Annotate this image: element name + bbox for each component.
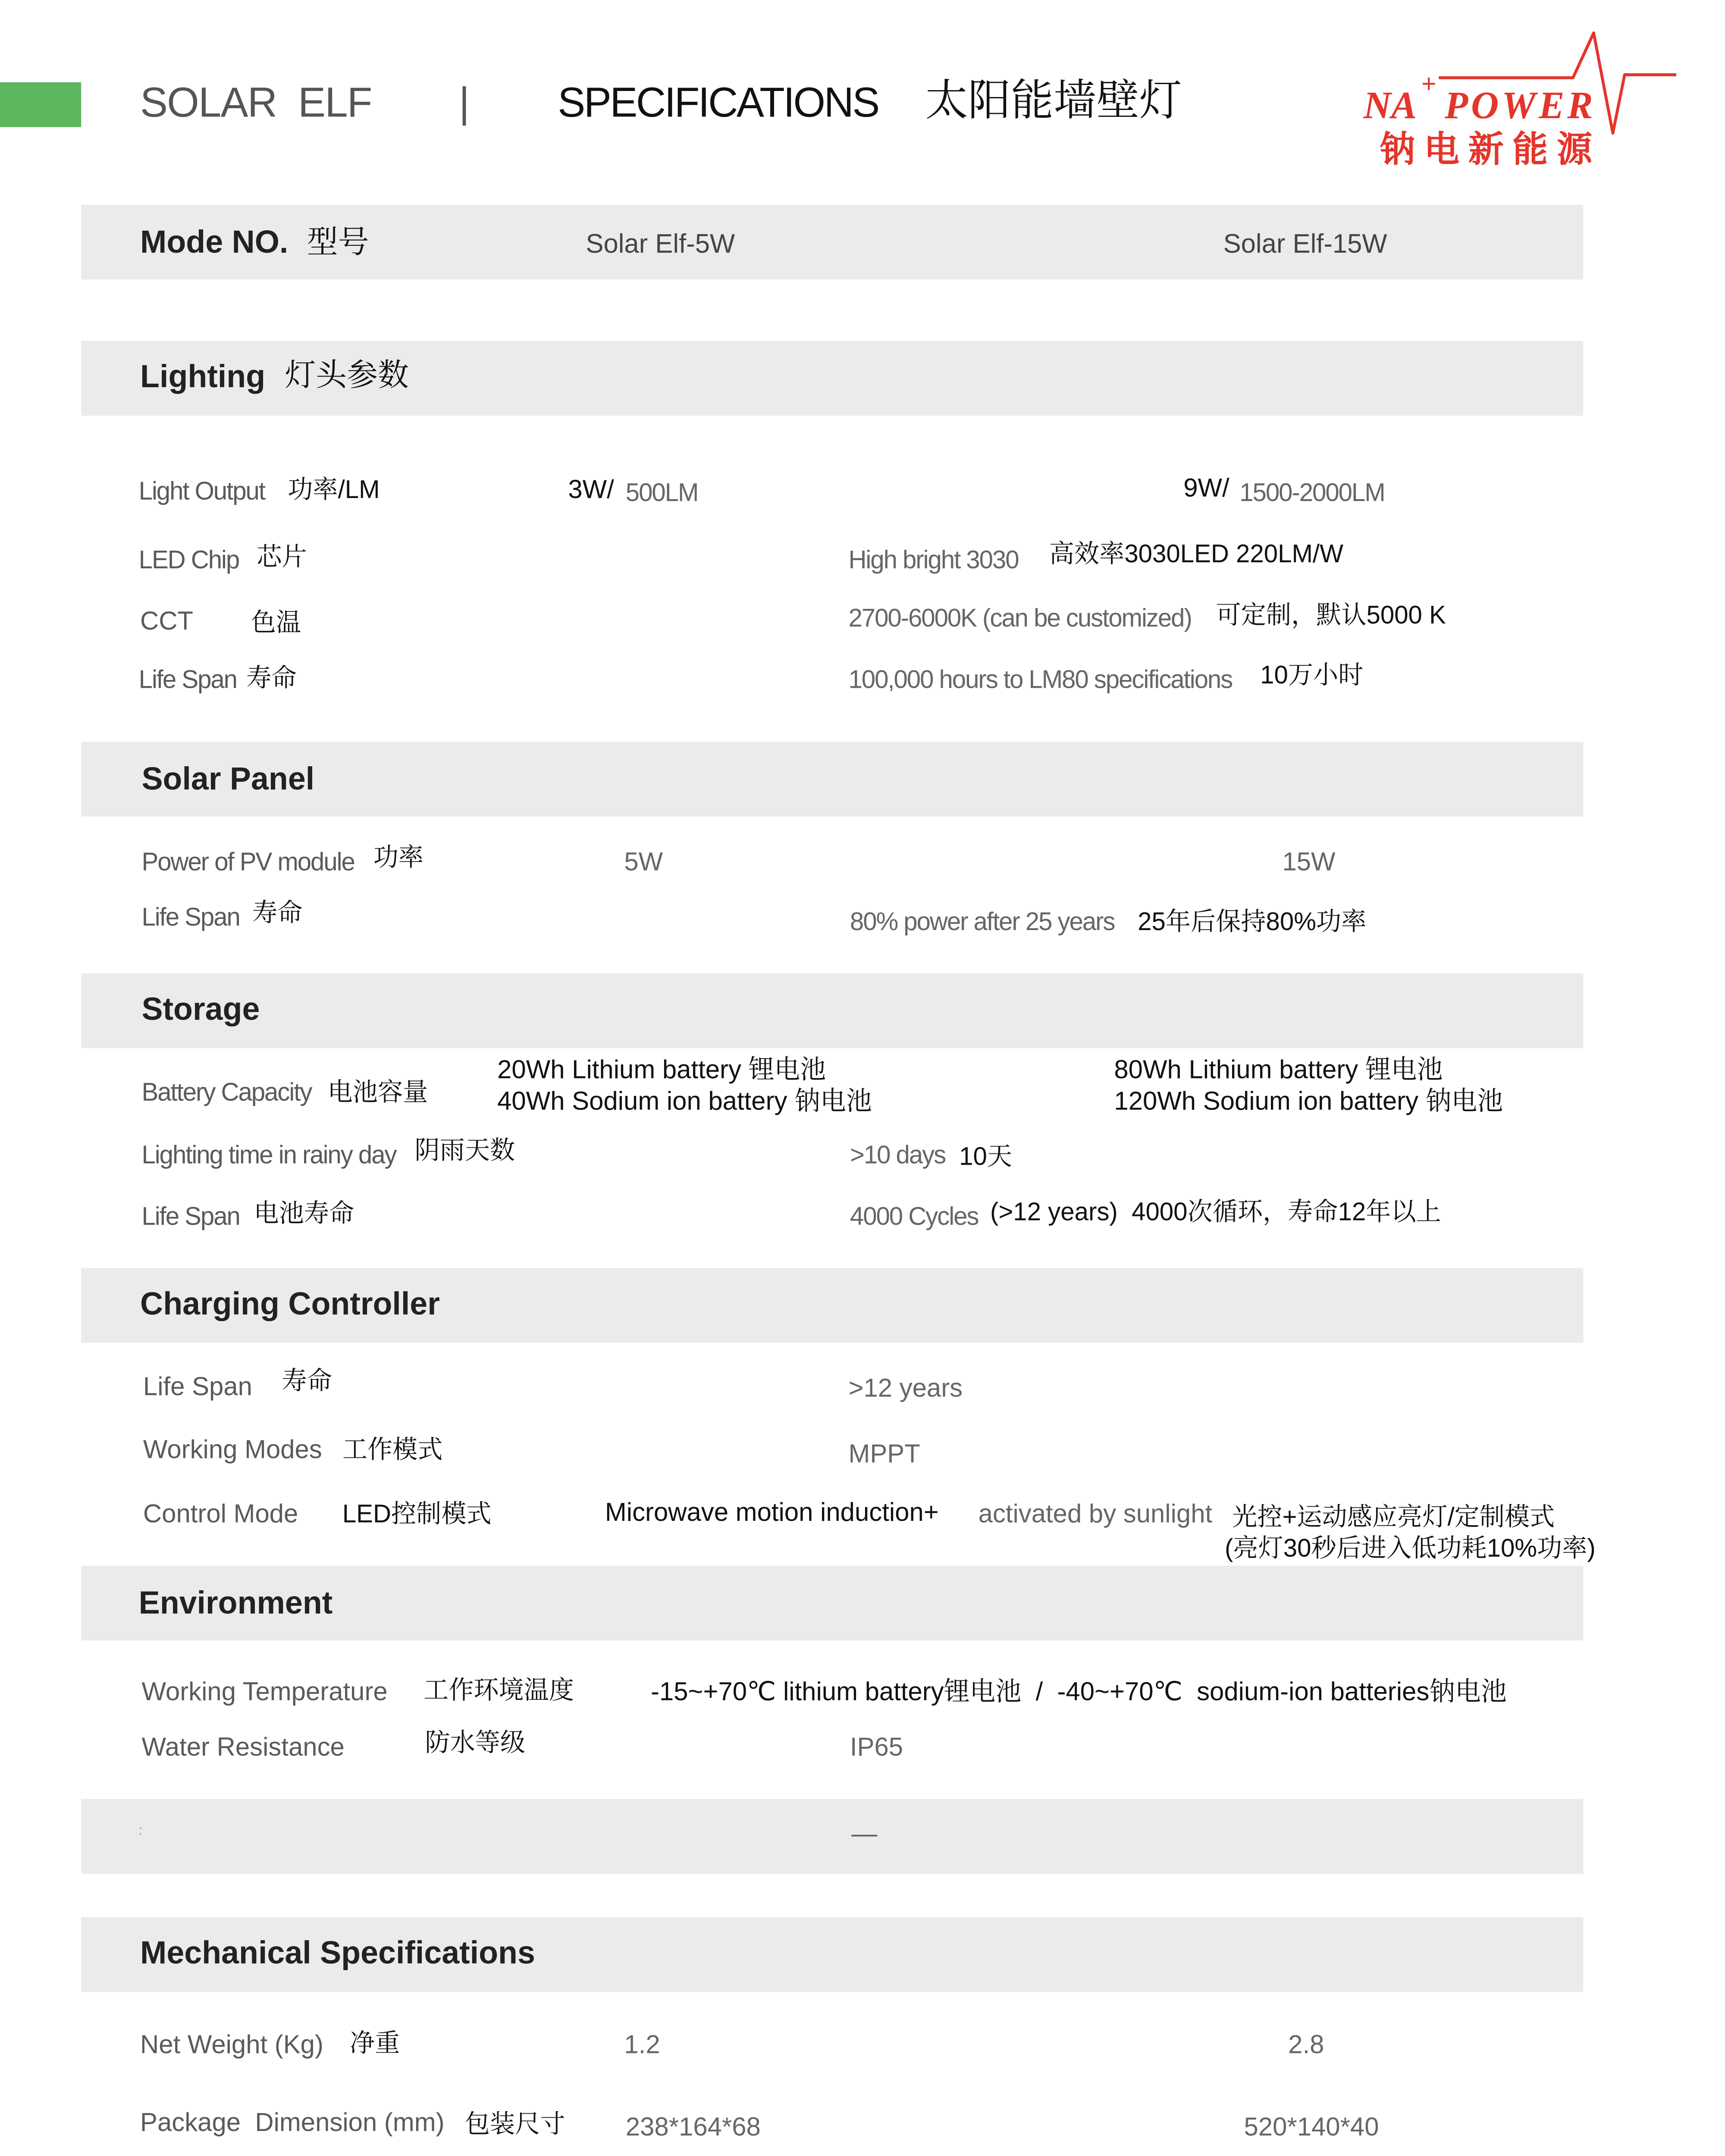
controller-life-span-label-cn: 寿命 bbox=[282, 1366, 332, 1395]
working-modes-value: MPPT bbox=[848, 1438, 920, 1469]
control-mode-label-cn: LED控制模式 bbox=[342, 1500, 492, 1529]
control-mode-value-note: (亮灯30秒后进入低功耗10%功率) bbox=[1225, 1534, 1596, 1563]
control-mode-value-main: Microwave motion induction+ bbox=[605, 1497, 939, 1527]
control-mode-value-sub: activated by sunlight bbox=[978, 1498, 1213, 1529]
package-dimension-col2: 520*140*40 bbox=[1244, 2111, 1379, 2142]
light-output-col2-lumen: 1500-2000LM bbox=[1239, 478, 1385, 507]
brand-logo bbox=[0, 0, 1725, 179]
led-chip-value: High bright 3030 bbox=[848, 545, 1019, 574]
led-chip-value-cn: 高效率3030LED 220LM/W bbox=[1049, 539, 1344, 568]
battery-life-span-value: 4000 Cycles bbox=[850, 1202, 979, 1231]
lighting-life-span-value-cn: 10万小时 bbox=[1260, 661, 1364, 689]
lighting-title: Lighting bbox=[140, 359, 266, 395]
pv-power-label-cn: 功率 bbox=[373, 843, 424, 872]
cct-label-cn: 色温 bbox=[251, 608, 301, 637]
net-weight-label: Net Weight (Kg) bbox=[140, 2029, 323, 2059]
battery-life-span-label-cn: 电池寿命 bbox=[254, 1199, 354, 1228]
battery-life-span-value-cn: (>12 years) 4000次循环，寿命12年以上 bbox=[990, 1197, 1441, 1226]
cct-label: CCT bbox=[140, 605, 194, 636]
working-temperature-label: Working Temperature bbox=[141, 1676, 388, 1706]
pv-life-span-value: 80% power after 25 years bbox=[850, 908, 1115, 936]
lighting-life-span-value: 100,000 hours to LM80 specifications bbox=[848, 665, 1233, 694]
control-mode-value-cn: 光控+运动感应亮灯/定制模式 bbox=[1232, 1503, 1555, 1532]
package-dimension-col1: 238*164*68 bbox=[625, 2111, 761, 2142]
working-temperature-value: -15~+70℃ lithium battery锂电池 / -40~+70℃ sodium-ion batteries钠电池 bbox=[650, 1676, 1507, 1706]
pv-power-col2: 15W bbox=[1282, 846, 1336, 877]
light-output-col1-lumen: 500LM bbox=[625, 478, 698, 507]
rainy-days-label: Lighting time in rainy day bbox=[141, 1141, 396, 1169]
blank-row-value: — bbox=[851, 1818, 878, 1849]
blank-row-mark: : bbox=[138, 1823, 143, 1838]
pv-life-span-value-cn: 25年后保持80%功率 bbox=[1138, 908, 1367, 936]
environment-title: Environment bbox=[138, 1585, 333, 1621]
model-col2: Solar Elf-15W bbox=[1223, 229, 1387, 259]
controller-life-span-label: Life Span bbox=[143, 1371, 252, 1401]
storage-band bbox=[81, 974, 1583, 1048]
cct-value-cn: 可定制，默认5000 K bbox=[1216, 601, 1446, 630]
package-dimension-label-cn: 包装尺寸 bbox=[464, 2110, 565, 2139]
net-weight-label-cn: 净重 bbox=[349, 2029, 400, 2058]
led-chip-label: LED Chip bbox=[138, 545, 239, 574]
model-label: Mode NO. bbox=[140, 224, 289, 260]
lighting-life-span-label: Life Span bbox=[138, 665, 237, 694]
light-output-label-cn: 功率/LM bbox=[288, 475, 380, 504]
rainy-days-value: >10 days bbox=[850, 1141, 946, 1169]
led-chip-label-cn: 芯片 bbox=[257, 542, 307, 571]
page-title: SPECIFICATIONS bbox=[558, 79, 878, 126]
battery-capacity-col2-line2: 120Wh Sodium ion battery 钠电池 bbox=[1114, 1085, 1503, 1116]
battery-capacity-col1-line1: 20Wh Lithium battery 锂电池 bbox=[497, 1054, 826, 1084]
logo-plus: + bbox=[1421, 69, 1436, 99]
working-modes-label-cn: 工作模式 bbox=[342, 1435, 443, 1464]
charging-controller-title: Charging Controller bbox=[140, 1286, 440, 1322]
battery-capacity-col1-line2: 40Wh Sodium ion battery 钠电池 bbox=[497, 1085, 872, 1116]
header-divider: | bbox=[459, 79, 469, 126]
net-weight-col1: 1.2 bbox=[624, 2029, 660, 2059]
model-col1: Solar Elf-5W bbox=[586, 229, 735, 259]
blank-band bbox=[81, 1799, 1583, 1874]
rainy-days-label-cn: 阴雨天数 bbox=[414, 1136, 515, 1165]
pv-life-span-label: Life Span bbox=[141, 903, 240, 932]
battery-capacity-label: Battery Capacity bbox=[141, 1078, 312, 1107]
logo-power: POWER bbox=[1444, 84, 1596, 127]
lighting-life-span-label-cn: 寿命 bbox=[246, 664, 297, 693]
water-resistance-label: Water Resistance bbox=[141, 1731, 345, 1762]
page-title-cn: 太阳能墙壁灯 bbox=[925, 78, 1182, 126]
package-dimension-label: Package Dimension (mm) bbox=[140, 2107, 445, 2137]
lighting-title-cn: 灯头参数 bbox=[285, 359, 409, 394]
pv-power-col1: 5W bbox=[624, 846, 663, 877]
rainy-days-value-cn: 10天 bbox=[959, 1142, 1013, 1171]
battery-life-span-label: Life Span bbox=[141, 1202, 240, 1231]
control-mode-label: Control Mode bbox=[143, 1498, 298, 1529]
mechanical-title: Mechanical Specifications bbox=[140, 1935, 535, 1971]
water-resistance-label-cn: 防水等级 bbox=[425, 1729, 526, 1757]
water-resistance-value: IP65 bbox=[850, 1731, 903, 1762]
pv-life-span-label-cn: 寿命 bbox=[252, 899, 303, 928]
storage-title: Storage bbox=[141, 991, 260, 1028]
logo-cn: 钠电新能源 bbox=[1380, 128, 1601, 171]
pv-power-label: Power of PV module bbox=[141, 848, 354, 877]
product-name: SOLAR ELF bbox=[140, 79, 372, 126]
working-modes-label: Working Modes bbox=[143, 1434, 322, 1464]
battery-capacity-col2-line1: 80Wh Lithium battery 锂电池 bbox=[1114, 1054, 1443, 1084]
working-temperature-label-cn: 工作环境温度 bbox=[423, 1676, 574, 1705]
model-label-cn: 型号 bbox=[307, 226, 369, 260]
cct-value: 2700-6000K (can be customized) bbox=[848, 604, 1192, 633]
light-output-col1-power: 3W/ bbox=[568, 474, 614, 504]
battery-capacity-label-cn: 电池容量 bbox=[327, 1078, 428, 1107]
net-weight-col2: 2.8 bbox=[1288, 2029, 1324, 2059]
solar-panel-title: Solar Panel bbox=[141, 761, 315, 797]
logo-na: NA bbox=[1363, 84, 1417, 127]
light-output-col2-power: 9W/ bbox=[1183, 472, 1229, 503]
light-output-label: Light Output bbox=[138, 477, 265, 506]
controller-life-span-value: >12 years bbox=[848, 1373, 963, 1403]
